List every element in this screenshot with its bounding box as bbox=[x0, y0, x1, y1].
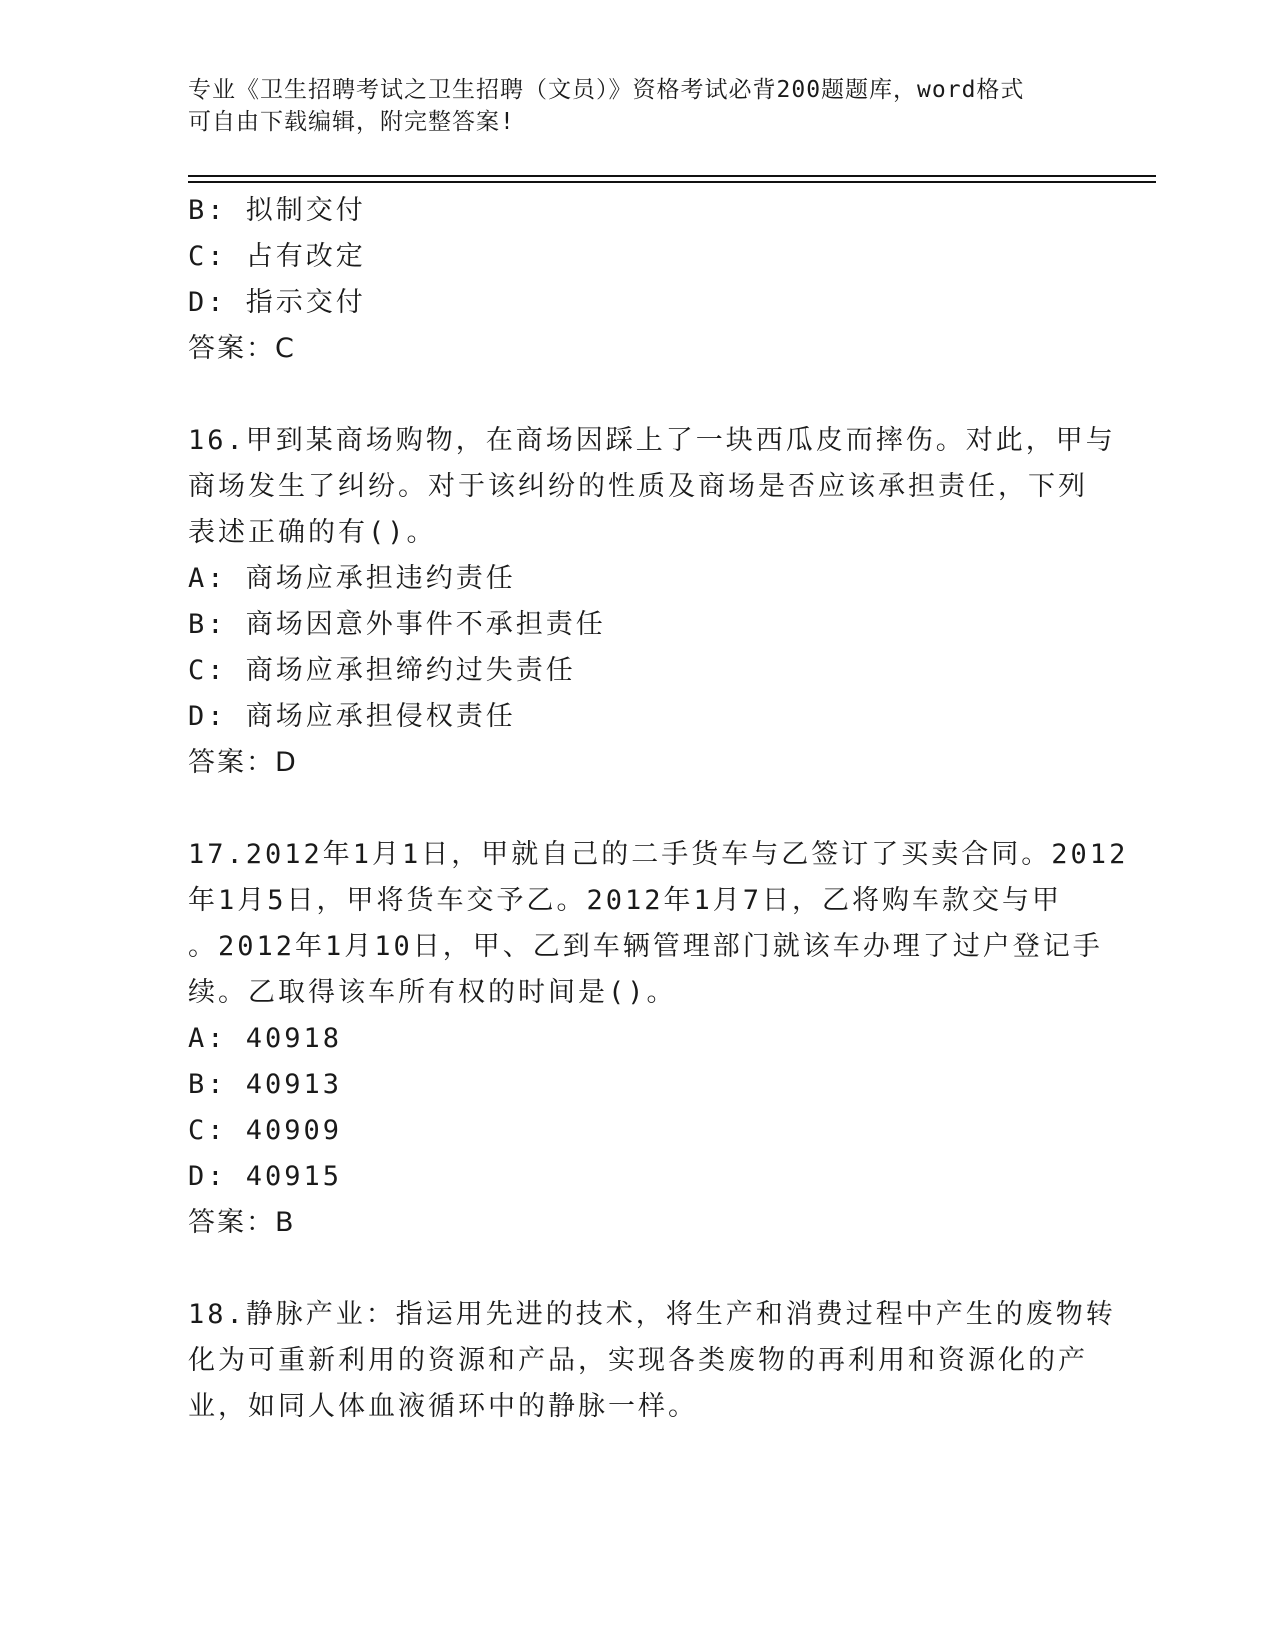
question-16 bbox=[188, 418, 1116, 786]
question-stem: 表述正确的有()。 bbox=[188, 517, 437, 548]
option: C: 商场应承担缔约过失责任 bbox=[188, 655, 576, 686]
header-line: 可自由下载编辑，附完整答案! bbox=[188, 109, 515, 135]
question-stem: 17.2012年1月1日，甲就自己的二手货车与乙签订了买卖合同。2012 bbox=[188, 839, 1129, 870]
spacer bbox=[188, 1246, 1088, 1292]
question-stem: 续。乙取得该车所有权的时间是()。 bbox=[188, 977, 677, 1008]
option: C: 占有改定 bbox=[188, 241, 366, 272]
option: D: 指示交付 bbox=[188, 287, 366, 318]
answer: 答案：C bbox=[188, 333, 296, 364]
answer: 答案：B bbox=[188, 1207, 296, 1238]
option: B: 商场因意外事件不承担责任 bbox=[188, 609, 606, 640]
question-15 bbox=[188, 188, 1088, 372]
question-18 bbox=[188, 1292, 1116, 1430]
question-stem: 。2012年1月10日，甲、乙到车辆管理部门就该车办理了过户登记手 bbox=[188, 931, 1103, 962]
option: D: 40915 bbox=[188, 1161, 343, 1192]
option: C: 40909 bbox=[188, 1115, 343, 1146]
question-stem: 年1月5日，甲将货车交予乙。2012年1月7日，乙将购车款交与甲 bbox=[188, 885, 1063, 916]
header-divider bbox=[188, 181, 1156, 183]
option: A: 40918 bbox=[188, 1023, 343, 1054]
spacer bbox=[188, 372, 1088, 418]
option: A: 商场应承担违约责任 bbox=[188, 563, 516, 594]
question-17 bbox=[188, 832, 1129, 1246]
question-stem: 18.静脉产业：指运用先进的技术，将生产和消费过程中产生的废物转 bbox=[188, 1299, 1116, 1330]
question-stem: 16.甲到某商场购物，在商场因踩上了一块西瓜皮而摔伤。对此，甲与 bbox=[188, 425, 1116, 456]
option: D: 商场应承担侵权责任 bbox=[188, 701, 516, 732]
document-header bbox=[188, 74, 1088, 138]
option: B: 拟制交付 bbox=[188, 195, 366, 226]
spacer bbox=[188, 786, 1088, 832]
header-line: 专业《卫生招聘考试之卫生招聘（文员）》资格考试必背200题题库，word格式 bbox=[188, 77, 1025, 103]
question-stem: 化为可重新利用的资源和产品，实现各类废物的再利用和资源化的产 bbox=[188, 1345, 1088, 1376]
answer: 答案：D bbox=[188, 747, 298, 778]
header-divider bbox=[188, 175, 1156, 177]
option: B: 40913 bbox=[188, 1069, 343, 1100]
question-stem: 业，如同人体血液循环中的静脉一样。 bbox=[188, 1391, 698, 1422]
question-list bbox=[188, 188, 1129, 1430]
question-stem: 商场发生了纠纷。对于该纠纷的性质及商场是否应该承担责任，下列 bbox=[188, 471, 1088, 502]
